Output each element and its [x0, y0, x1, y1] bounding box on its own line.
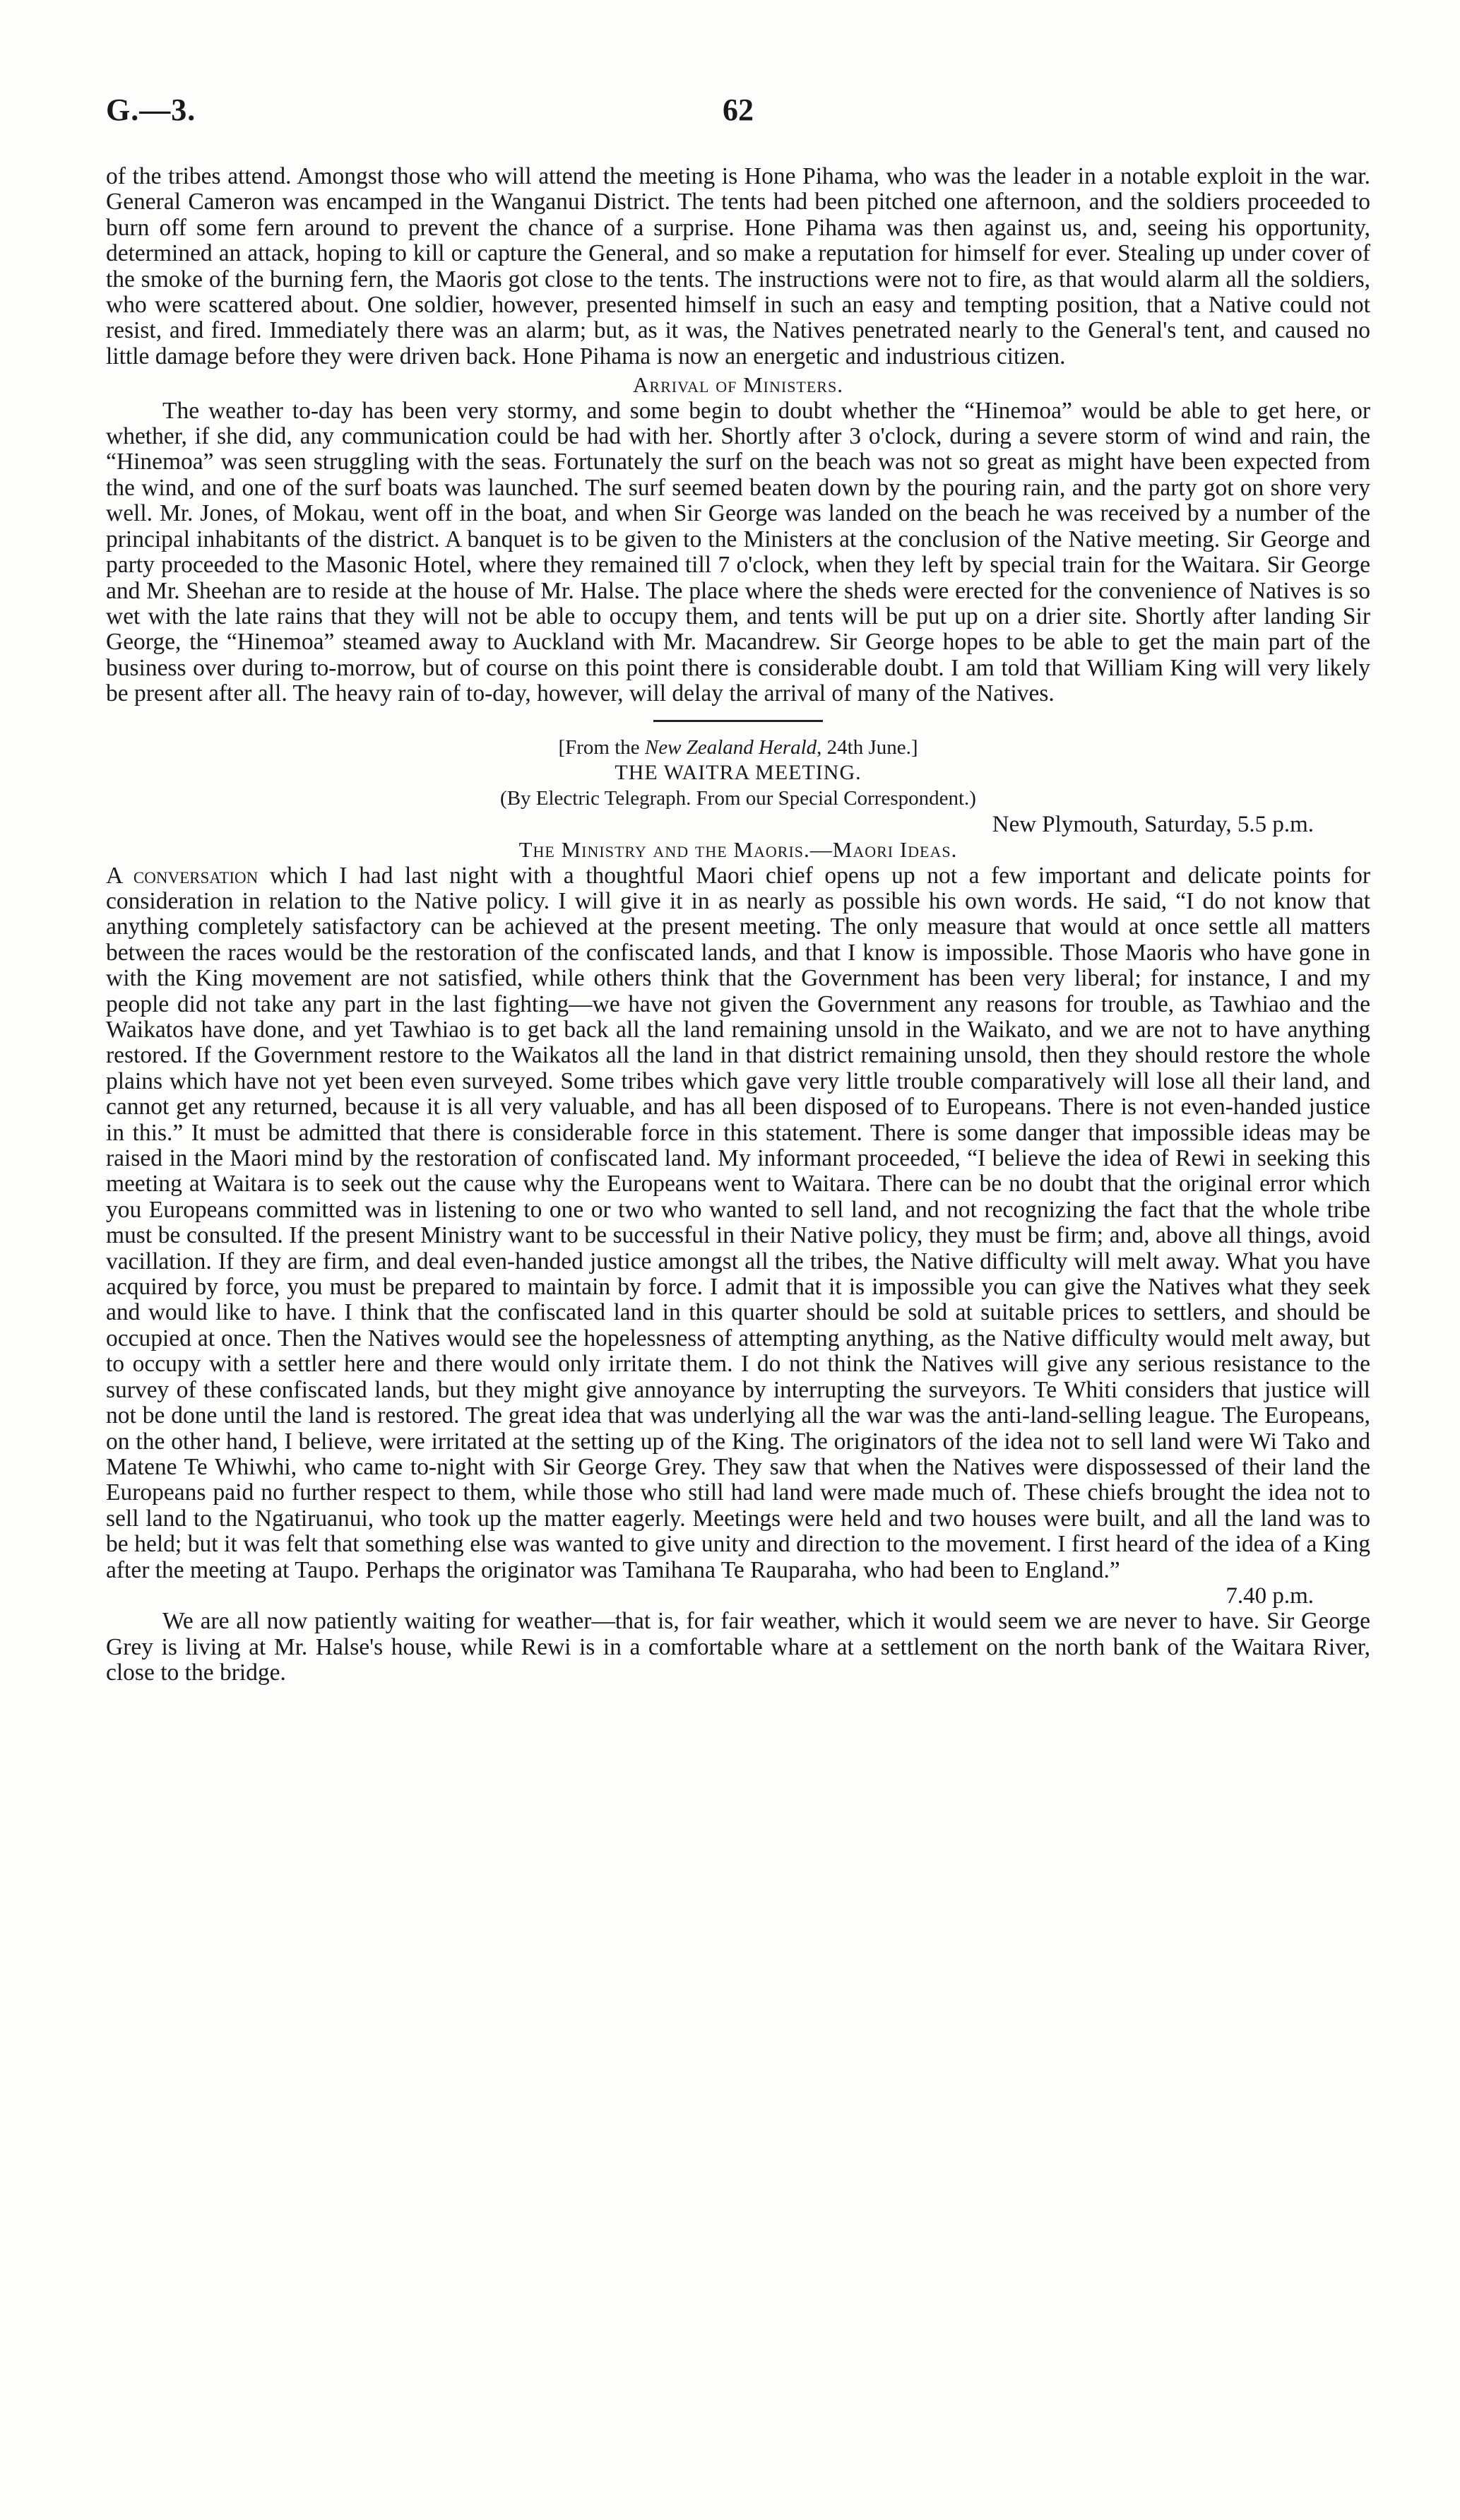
paragraph-arrival: The weather to-day has been very stormy, and some begin to doubt whether the “Hinemoa” would be able to get here, or whether, if she did, any communication could be had with her. Shortly after 3 o'clock, during a severe storm of wind and rain, the “Hinemoa” was seen struggling with the seas. Fortunately the surf on the beach was not so great as might have been expected from the wind, and one of the surf boats was launched. The surf seemed beaten down by the pouring rain, and the party got on shore very well. Mr. Jones, of Mokau, went off in the boat, and when Sir George was landed on the beach he was received by a number of the principal inhabitants of the district. A banquet is to be given to the Ministers at the conclusion of the Native meeting. Sir George and party proceeded to the Masonic Hotel, where they remained till 7 o'clock, when they left by special train for the Waitara. Sir George and Mr. Sheehan are to reside at the house of Mr. Halse. The place where the sheds were erected for the convenience of Natives is so wet with the late rains that they will not be able to occupy them, and tents will be put up on a drier site. Shortly after landing Sir George, the “Hinemoa” steamed away to Auckland with Mr. Macandrew. Sir George hopes to be able to get the main part of the business over during to-morrow, but of course on this point there is considerable doubt. I am told that William King will very likely be present after all. The heavy rain of to-day, however, will delay the arrival of many of the Natives. [106, 397, 1370, 707]
page-number: 62 [723, 93, 754, 127]
article-byline: (By Electric Telegraph. From our Special Correspondent.) [500, 787, 976, 810]
paragraph-hone-pihama: of the tribes attend. Amongst those who will attend the meeting is Hone Pihama, who was the leader in a notable exploit in the war. General Cameron was encamped in the Wanganui District. The tents had been pitched one afternoon, and the soldiers proceeded to burn off some fern around to prevent the chance of a surprise. Hone Pihama was then against us, and, seeing his opportunity, determined an attack, hoping to kill or capture the General, and so make a reputation for himself for ever. Stealing up under cover of the smoke of the burning fern, the Maoris got close to the tents. The instructions were not to fire, as that would alarm all the soldiers, who were scattered about. One soldier, however, presented himself in such an easy and tempting position, that a Native could not resist, and fired. Immediately there was an alarm; but, as it was, the Natives penetrated nearly to the General's tent, and caused no little damage before they were driven back. Hone Pihama is now an energetic and industrious citizen. [106, 163, 1370, 369]
document-code: G.—3. [106, 93, 196, 127]
paragraph-waiting: We are all now patiently waiting for weather—that is, for fair weather, which it would seem we are never to have. Sir George Grey is living at Mr. Halse's house, while Rewi is in a comfortable whare at a settlement on the north bank of the Waitara River, close to the bridge. [106, 1608, 1370, 1686]
section-divider [653, 720, 823, 722]
subheading-maori-ideas: The Ministry and the Maoris.—Maori Ideas. [518, 837, 958, 863]
running-head [106, 92, 1370, 134]
article-dateline: New Plymouth, Saturday, 5.5 p.m. [992, 811, 1314, 837]
lead-word: A conversation [106, 862, 259, 889]
heading-arrival-of-ministers: Arrival of Ministers. [633, 372, 843, 398]
newspaper-name: New Zealand Herald [644, 735, 817, 759]
source-citation: [From the New Zealand Herald, 24th June.] [558, 735, 918, 759]
second-dateline: 7.40 p.m. [1225, 1583, 1314, 1609]
paragraph-conversation: A conversation which I had last night with a thoughtful Maori chief opens up not a few important and delicate points for consideration in relation to the Native policy. I will give it in as nearly as possible his own words. He said, “I do not know that anything completely satisfactory can be achieved at the present meeting. The only measure that would at once settle all matters between the races would be the restoration of the confiscated lands, and that I know is impossible. Those Maoris who have gone in with the King movement are not satisfied, while others think that the Government has been very liberal; for instance, I and my people did not take any part in the last fighting—we have not given the Government any reasons for trouble, as Tawhiao and the Waikatos have done, and yet Tawhiao is to get back all the land remaining unsold in the Waikato, and we are not to have anything restored. If the Government restore to the Waikatos all the land in that district remaining unsold, then they should restore the whole plains which have not yet been even surveyed. Some tribes which gave very little trouble comparatively will lose all their land, and cannot get any returned, because it is all very valuable, and has all been disposed of to Europeans. There is not even-handed justice in this.” It must be admitted that there is considerable force in this statement. There is some danger that impossible ideas may be raised in the Maori mind by the restoration of confiscated land. My informant proceeded, “I believe the idea of Rewi in seeking this meeting at Waitara is to seek out the cause why the Europeans went to Waitara. There can be no doubt that the original error which you Europeans committed was in listening to one or two who wanted to sell land, and not recognizing the fact that the whole tribe must be consulted. If the present Ministry want to be successful in their Native policy, they must be firm; and, above all things, avoid vacillation. If they are firm, and deal even-handed justice amongst all the tribes, the Native difficulty will melt away. What you have acquired by force, you must be prepared to maintain by force. I admit that it is impossible you can give the Natives what they seek and would like to have. I think that the confiscated land in this quarter should be sold at suitable prices to settlers, and should be occupied at once. Then the Natives would see the hopelessness of attempting anything, as the Native difficulty would melt away, but to occupy with a settler here and there would only irritate them. I do not think the Natives will give any serious resistance to the survey of these confiscated lands, but they might give annoyance by interrupting the surveyors. Te Whiti considers that justice will not be done until the land is restored. The great idea that was underlying all the war was the anti-land-selling league. The Europeans, on the other hand, I believe, were irritated at the setting up of the King. The originators of the idea not to sell land were Wi Tako and Matene Te Whiwhi, who came to-night with Sir George Grey. They saw that when the Natives were dispossessed of their land the Europeans paid no further respect to them, while those who still had land were made much of. These chiefs brought the idea not to sell land to the Ngatiruanui, who took up the matter eagerly. Meetings were held and two houses were built, and all the land was to be held; but it was felt that something else was wanted to give unity and direction to the movement. I first heard of the idea of a King after the meeting at Taupo. Perhaps the originator was Tamihana Te Rauparaha, who had been to England.” [106, 862, 1370, 1583]
article-title: THE WAITRA MEETING. [615, 760, 862, 784]
text-column [106, 164, 1370, 1686]
